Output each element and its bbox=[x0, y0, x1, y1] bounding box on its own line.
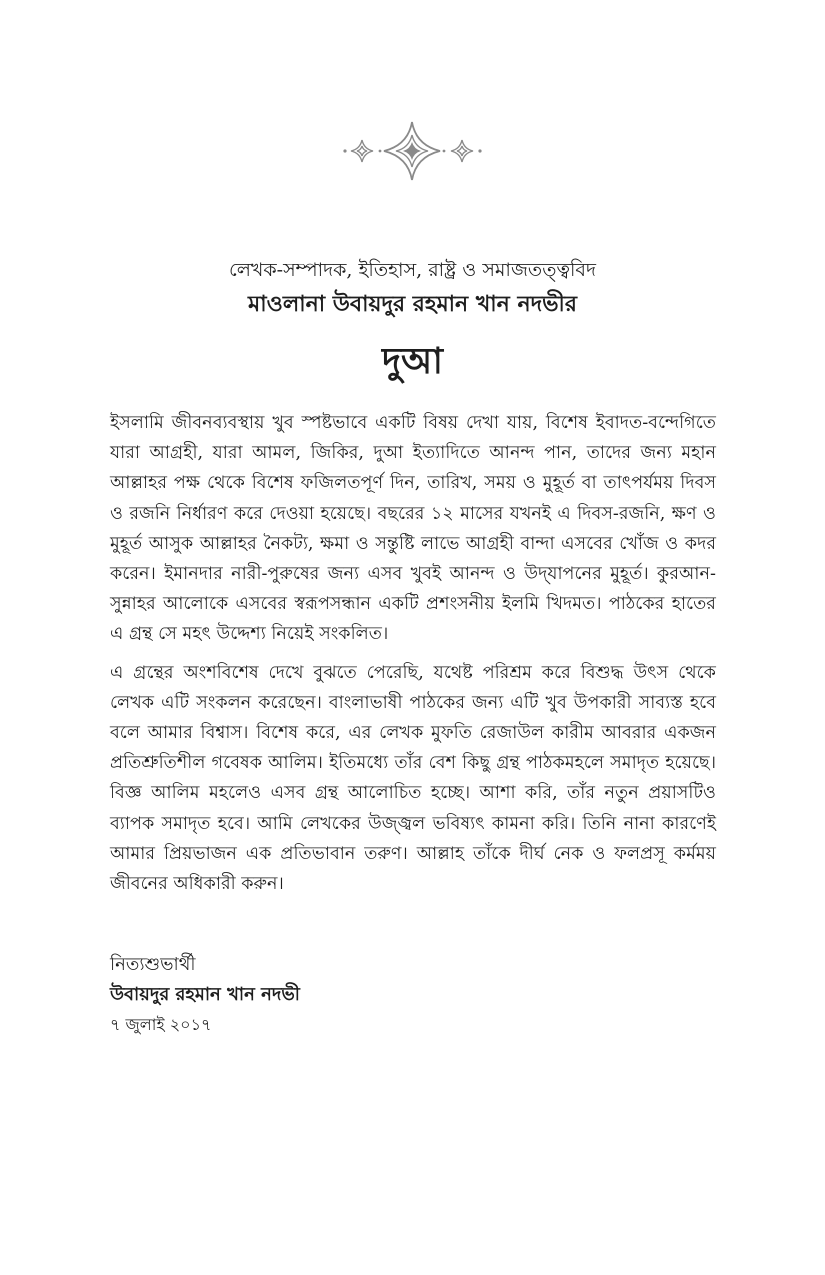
star-ornament-icon bbox=[340, 118, 485, 184]
paragraph: ইসলামি জীবনব্যবস্থায় খুব স্পষ্টভাবে একটি বিষয় দেখা যায়, বিশেষ ইবাদত-বন্দেগিতে যারা আগ্রহী, যারা আমল, জিকির, দুআ ইত্যাদিতে আনন্দ পান, তাদের জন্য মহান আল্লাহর পক্ষ থেকে বিশেষ ফজিলতপূর্ণ দিন, তারিখ, সময় ও মুহূর্ত বা তাৎপর্যময় দিবস ও রজনি নির্ধারণ করে দেওয়া হয়েছে। বছরের ১২ মাসের যখনই এ দিবস-রজনি, ক্ষণ ও মুহূর্ত আসুক আল্লাহর নৈকট্য, ক্ষমা ও সন্তুষ্টি লাভে আগ্রহী বান্দা এসবের খোঁজ ও কদর করেন। ইমানদার নারী-পুরুষের জন্য এসব খুবই আনন্দ ও উদ্‌যাপনের মুহূর্ত। কুরআন-সুন্নাহর আলোকে এসবের স্বরূপসন্ধান একটি প্রশংসনীয় ইলমি খিদমত। পাঠকের হাতের এ গ্রন্থ সে মহৎ উদ্দেশ্য নিয়েই সংকলিত। bbox=[110, 413, 716, 645]
signoff-date: ৭ জুলাই ২০১৭ bbox=[110, 1015, 212, 1034]
paragraph: এ গ্রন্থের অংশবিশেষ দেখে বুঝতে পেরেছি, যথেষ্ট পরিশ্রম করে বিশুদ্ধ উৎস থেকে লেখক এটি সংকলন করেছেন। বাংলাভাষী পাঠকের জন্য এটি খুব উপকারী সাব্যস্ত হবে বলে আমার বিশ্বাস। বিশেষ করে, এর লেখক মুফতি রেজাউল কারীম আবরার একজন প্রতিশ্রুতিশীল গবেষক আলিম। ইতিমধ্যে তাঁর বেশ কিছু গ্রন্থ পাঠকমহলে সমাদৃত হয়েছে। বিজ্ঞ আলিম মহলেও এসব গ্রন্থ আলোচিত হচ্ছে। আশা করি, তাঁর নতুন প্রয়াসটিও ব্যাপক সমাদৃত হবে। আমি লেখকের উজ্জ্বল ভবিষ্যৎ কামনা করি। তিনি নানা কারণেই আমার প্রিয়ভাজন এক প্রতিভাবান তরুণ। আল্লাহ তাঁকে দীর্ঘ নেক ও ফলপ্রসূ কর্মময় জীবনের অধিকারী করুন। bbox=[110, 662, 716, 895]
page-title: দুআ bbox=[382, 340, 443, 382]
author-name: মাওলানা উবায়দুর রহমান খান নদভীর bbox=[248, 291, 577, 317]
signoff-name: উবায়দুর রহমান খান নদভী bbox=[110, 984, 300, 1005]
author-credentials: লেখক-সম্পাদক, ইতিহাস, রাষ্ট্র ও সমাজতত্ত্ববিদ bbox=[229, 259, 596, 281]
body-text bbox=[110, 408, 716, 907]
signoff bbox=[110, 950, 610, 1040]
signoff-closing: নিত্যশুভার্থী bbox=[110, 954, 196, 975]
